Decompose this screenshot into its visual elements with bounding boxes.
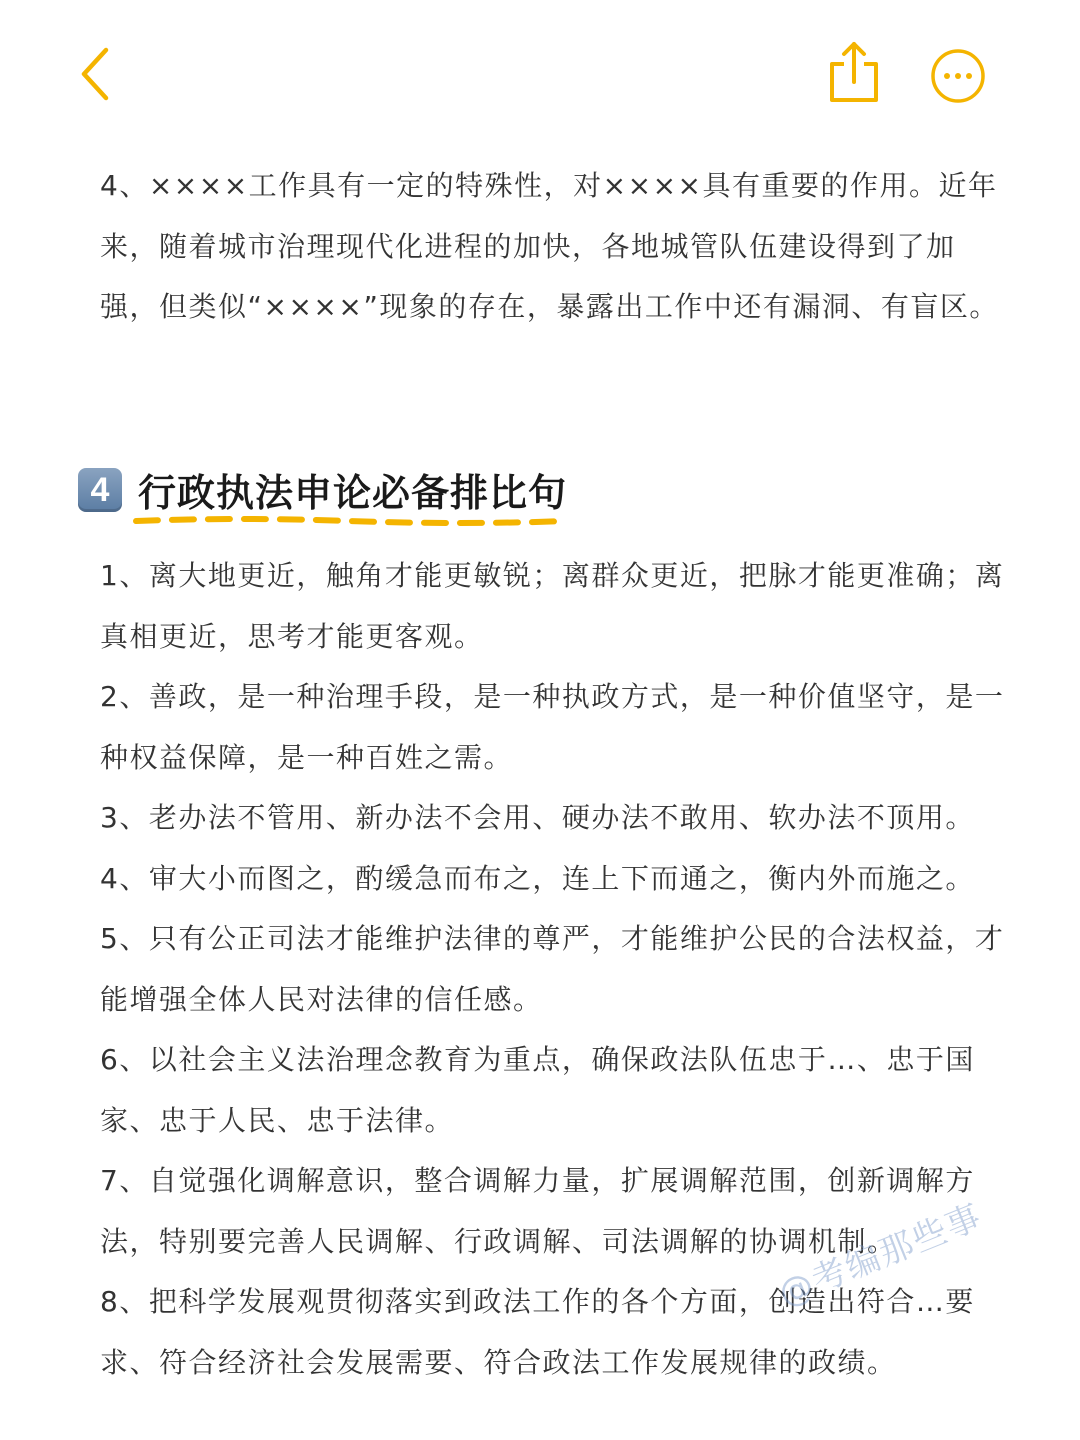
parallel-sentence-list [100,546,1012,1393]
section-title: 行政执法申论必备排比句 [138,471,568,515]
section-heading [76,458,676,538]
share-icon[interactable] [826,40,882,106]
top-toolbar [0,0,1080,140]
intro-paragraph-block [100,156,1010,338]
list-item: 2、善政，是一种治理手段，是一种执政方式，是一种价值坚守，是一种权益保障，是一种百姓之需。 [100,680,1005,774]
more-icon[interactable] [928,46,988,106]
dashed-underline [130,514,570,528]
watermark: @考编那些事 [772,1196,989,1315]
list-item: 5、只有公正司法才能维护法律的尊严，才能维护公民的合法权益，才能增强全体人民对法律的信任感。 [100,922,1005,1016]
list-item: 8、把科学发展观贯彻落实到政法工作的各个方面，创造出符合…要求、符合经济社会发展需要、符合政法工作发展规律的政绩。 [100,1285,975,1379]
list-item: 7、自觉强化调解意识，整合调解力量，扩展调解范围，创新调解方法，特别要完善人民调解、行政调解、司法调解的协调机制。 [100,1164,975,1258]
list-item: 3、老办法不管用、新办法不会用、硬办法不敢用、软办法不顶用。 [100,801,975,834]
intro-paragraph: 4、××××工作具有一定的特殊性，对××××具有重要的作用。近年来，随着城市治理现代化进程的加快，各地城管队伍建设得到了加强，但类似“××××”现象的存在，暴露出工作中还有漏洞、有盲区。 [100,169,999,323]
list-item: 6、以社会主义法治理念教育为重点，确保政法队伍忠于…、忠于国家、忠于人民、忠于法律。 [100,1043,975,1137]
list-item: 4、审大小而图之，酌缓急而布之，连上下而通之，衡内外而施之。 [100,861,975,895]
list-item: 1、离大地更近，触角才能更敏锐；离群众更近，把脉才能更准确；离真相更近，思考才能更客观。 [100,559,1005,653]
section-number-badge: 4 [78,468,122,512]
chevron-left-icon[interactable] [72,44,124,104]
